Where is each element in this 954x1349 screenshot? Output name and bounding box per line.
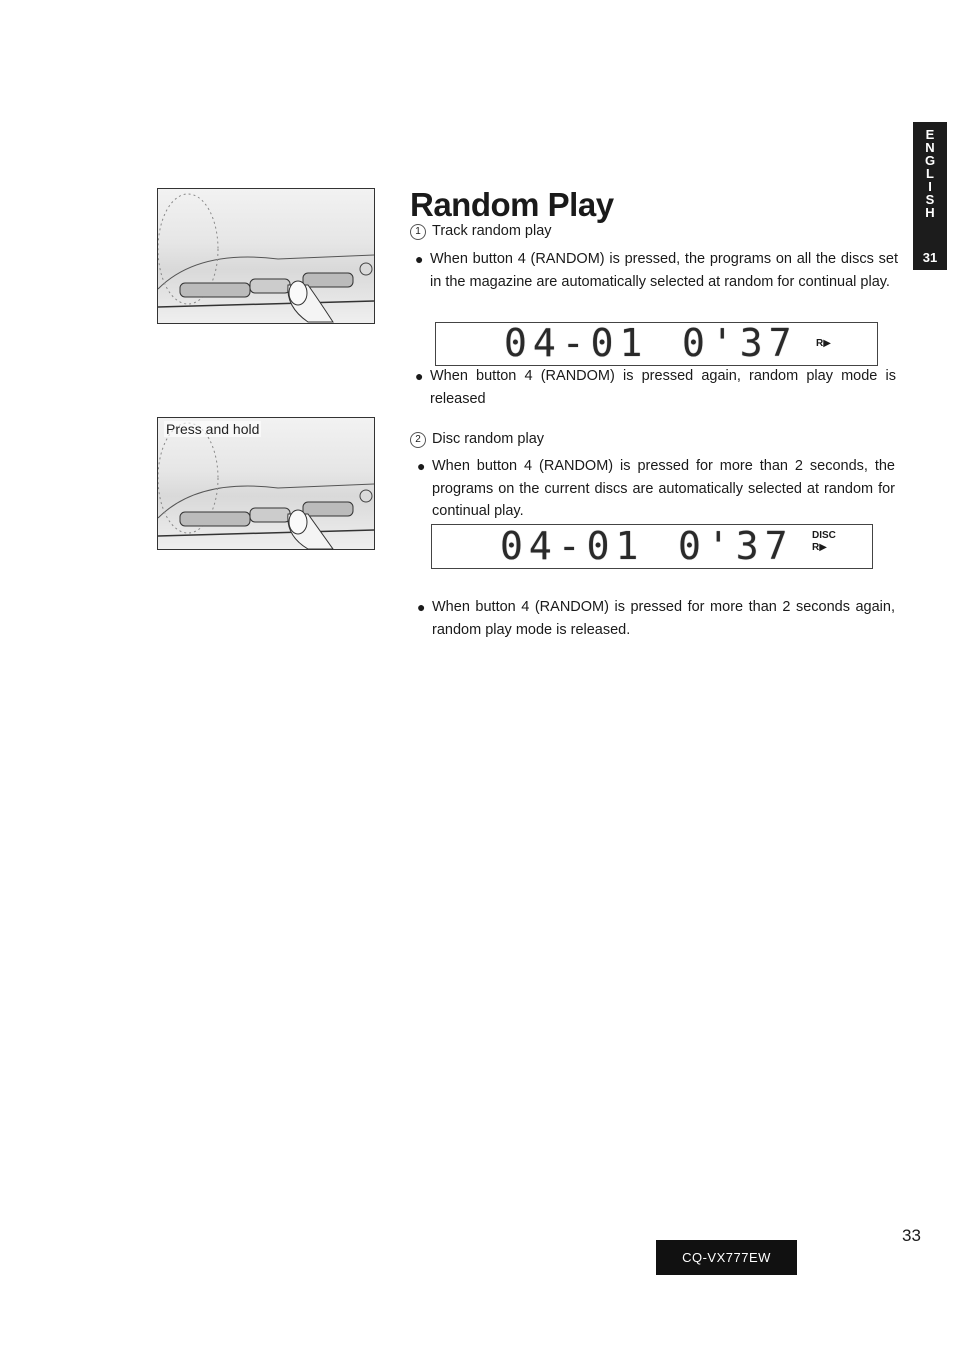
head-unit-drawing [158,189,374,323]
lang-letter: E [925,127,935,142]
lang-letter: I [928,179,932,194]
random-indicator: R▶ [816,338,831,349]
random-indicator: R▶ [812,542,827,553]
paragraph-text: When button 4 (RANDOM) is pressed for more than 2 seconds again, random play mode is released. [432,599,895,638]
disc-random-bullet-2 [417,596,895,641]
track-random-label: Track random play [432,223,552,239]
bullet-icon: ● [415,251,424,267]
chapter-number: 31 [922,250,938,265]
language-tab [913,122,947,270]
track-random-heading [410,223,552,240]
paragraph-text: When button 4 (RANDOM) is pressed, the programs on all the discs set in the magazine are automatically selected at random for continual play. [430,251,898,290]
disc-random-label: Disc random play [432,431,545,447]
disc-indicator: DISC [812,530,836,541]
lcd-display-disc-random [431,524,873,569]
lcd-time: 0'37 [678,524,794,568]
illustration-button-press [157,188,375,324]
circled-number: 2 [410,432,426,448]
bullet-icon: ● [417,458,426,474]
disc-random-bullet-1 [417,455,895,523]
paragraph-text: When button 4 (RANDOM) is pressed for more than 2 seconds, the programs on the current discs are automatically selected at random for continual play. [432,458,895,519]
track-random-bullet-1 [415,248,898,293]
head-unit-drawing [158,418,374,549]
circled-number: 1 [410,224,426,240]
model-label: CQ-VX777EW [656,1240,797,1275]
disc-random-heading [410,431,544,448]
lcd-disc-track: 04-01 [504,321,649,365]
lang-letter: S [925,192,935,207]
page-number: 33 [902,1226,921,1245]
illustration-press-and-hold [157,417,375,550]
lcd-display-track-random [435,322,878,366]
lang-letter: N [925,140,935,155]
lcd-disc-track: 04-01 [500,524,645,568]
page-title: Random Play [410,186,614,223]
lang-letter: L [926,166,934,181]
lang-letter: G [924,153,936,168]
paragraph-text: When button 4 (RANDOM) is pressed again, random play mode is released [430,368,896,407]
bullet-icon: ● [415,368,424,384]
track-random-bullet-2 [415,365,896,410]
lcd-time: 0'37 [682,321,798,365]
bullet-icon: ● [417,599,426,615]
photo-caption: Press and hold [166,421,260,437]
lang-letter: H [925,205,935,220]
